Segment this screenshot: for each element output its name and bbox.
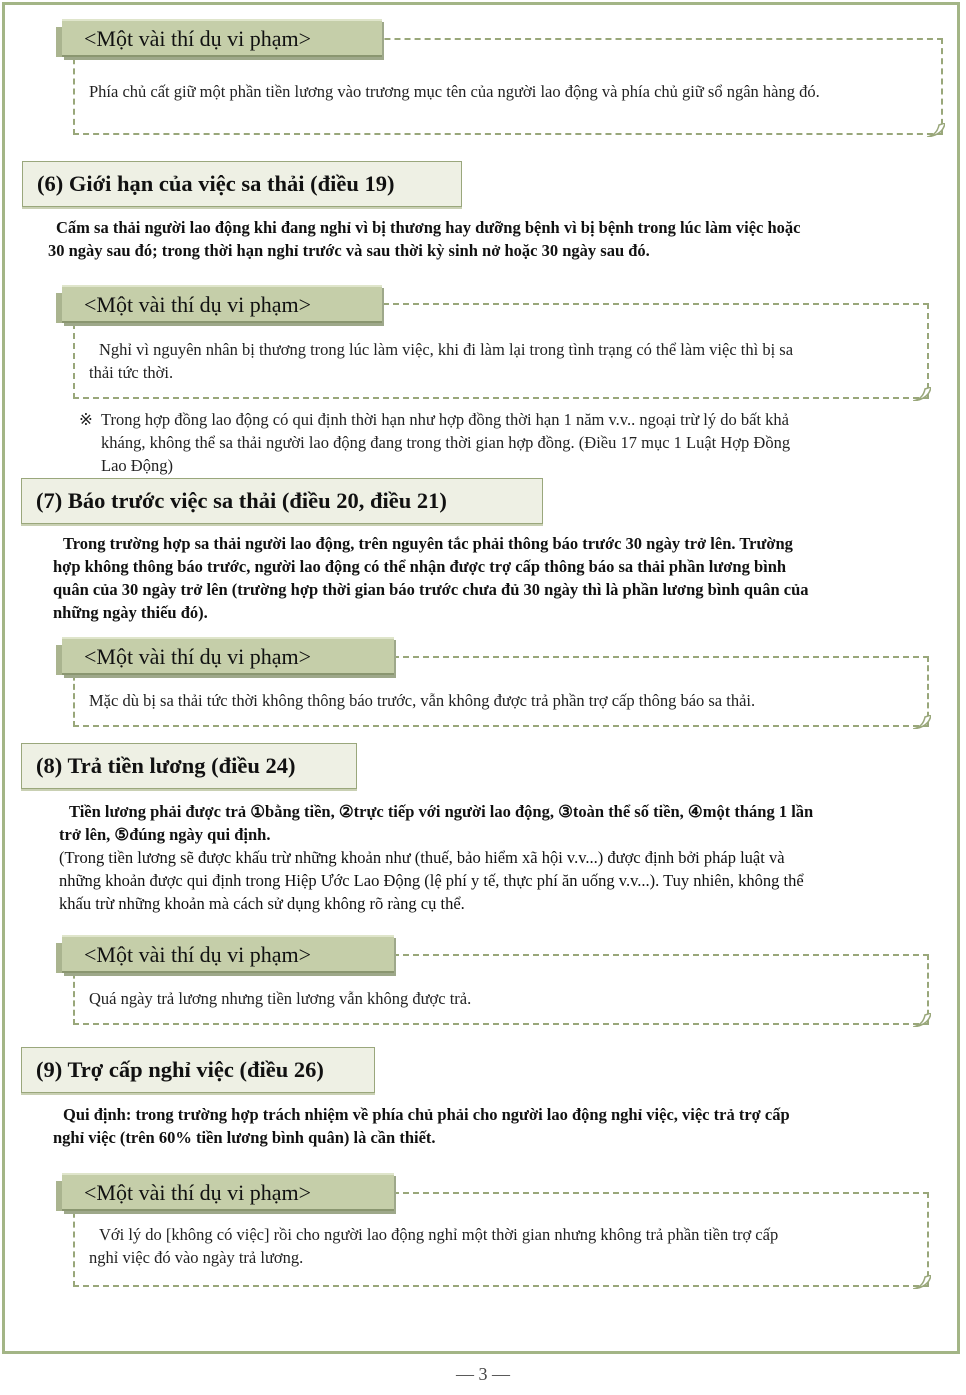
page-curl-icon	[927, 123, 945, 137]
section-7-body: Trong trường hợp sa thải người lao động, trên nguyên tắc phải thông báo trước 30 ngày trở lên. Trường hợp không thông báo trước, người lao động có thể nhận được trợ cấp thông báo sa thải phần lương bình quân của 30 ngày trở lên (trường hợp thời gian báo trước chưa đủ 30 ngày thì là phần lương bình quân của những ngày thiếu đó).	[53, 534, 809, 622]
page-curl-icon	[913, 1275, 931, 1289]
examples-tab: <Một vài thí dụ vi phạm>	[62, 285, 382, 323]
section-8-heading: (8) Trả tiền lương (điều 24)	[21, 743, 357, 789]
example-text: Nghỉ vì nguyên nhân bị thương trong lúc làm việc, khi đi làm lại trong tình trạng có thể làm việc thì bị sa thải tức thời.	[89, 340, 794, 382]
examples-tab: <Một vài thí dụ vi phạm>	[62, 935, 394, 973]
section-9-body: Qui định: trong trường hợp trách nhiệm về phía chủ phải cho người lao động nghỉ việc, việc trả trợ cấp nghỉ việc (trên 60% tiền lương bình quân) là cần thiết.	[53, 1105, 790, 1147]
examples-tab: <Một vài thí dụ vi phạm>	[62, 1173, 394, 1211]
section-8-body: Tiền lương phải được trả ①bằng tiền, ②trực tiếp với người lao động, ③toàn thể số tiền, ④một tháng 1 lần trở lên, ⑤đúng ngày qui định. (Trong tiền lương sẽ được khấu trừ những khoản như (thuế, bảo hiểm xã hội v.v...) được định bởi pháp luật và những khoản được qui định trong Hiệp Ước Lao Động (lệ phí y tế, thực phí ăn uống v.v...). Tuy nhiên, không thể khấu trừ những khoản mà cách sử dụng không rõ ràng cụ thể.	[59, 802, 814, 913]
note-mark: ※	[79, 410, 93, 429]
section-6-body: Cấm sa thải người lao động khi đang nghỉ vì bị thương hay dưỡng bệnh vì bị bệnh trong lúc làm việc hoặc 30 ngày sau đó; trong thời hạn nghỉ trước và sau thời kỳ sinh nở hoặc 30 ngày sau đó.	[48, 218, 801, 260]
section-9-heading: (9) Trợ cấp nghỉ việc (điều 26)	[21, 1047, 375, 1093]
example-text: Với lý do [không có việc] rồi cho người lao động nghỉ một thời gian nhưng không trả phần tiền trợ cấp nghỉ việc đó vào ngày trả lương.	[89, 1225, 779, 1267]
note: ※ Trong hợp đồng lao động có qui định thời hạn như hợp đồng thời hạn 1 năm v.v.. ngoại trừ lý do bất khả kháng, không thể sa thải người lao động đang trong thời gian hợp đồng. (Điều 17 mục 1 Luật Hợp Đồng Lao Động)	[79, 410, 791, 475]
section-6-heading: (6) Giới hạn của việc sa thải (điều 19)	[22, 161, 462, 207]
page-curl-icon	[913, 387, 931, 401]
example-text: Quá ngày trả lương nhưng tiền lương vẫn không được trả.	[89, 989, 472, 1008]
examples-tab: <Một vài thí dụ vi phạm>	[62, 637, 394, 675]
page-curl-icon	[913, 715, 931, 729]
examples-tab: <Một vài thí dụ vi phạm>	[62, 19, 382, 57]
page-number: — 3 —	[456, 1364, 510, 1384]
example-text: Mặc dù bị sa thải tức thời không thông báo trước, vẫn không được trả phần trợ cấp thông báo sa thải.	[89, 691, 756, 710]
section-7-heading: (7) Báo trước việc sa thải (điều 20, điều 21)	[21, 478, 543, 524]
example-text: Phía chủ cất giữ một phần tiền lương vào trương mục tên của người lao động và phía chủ giữ sổ ngân hàng đó.	[89, 82, 820, 101]
page-curl-icon	[913, 1013, 931, 1027]
